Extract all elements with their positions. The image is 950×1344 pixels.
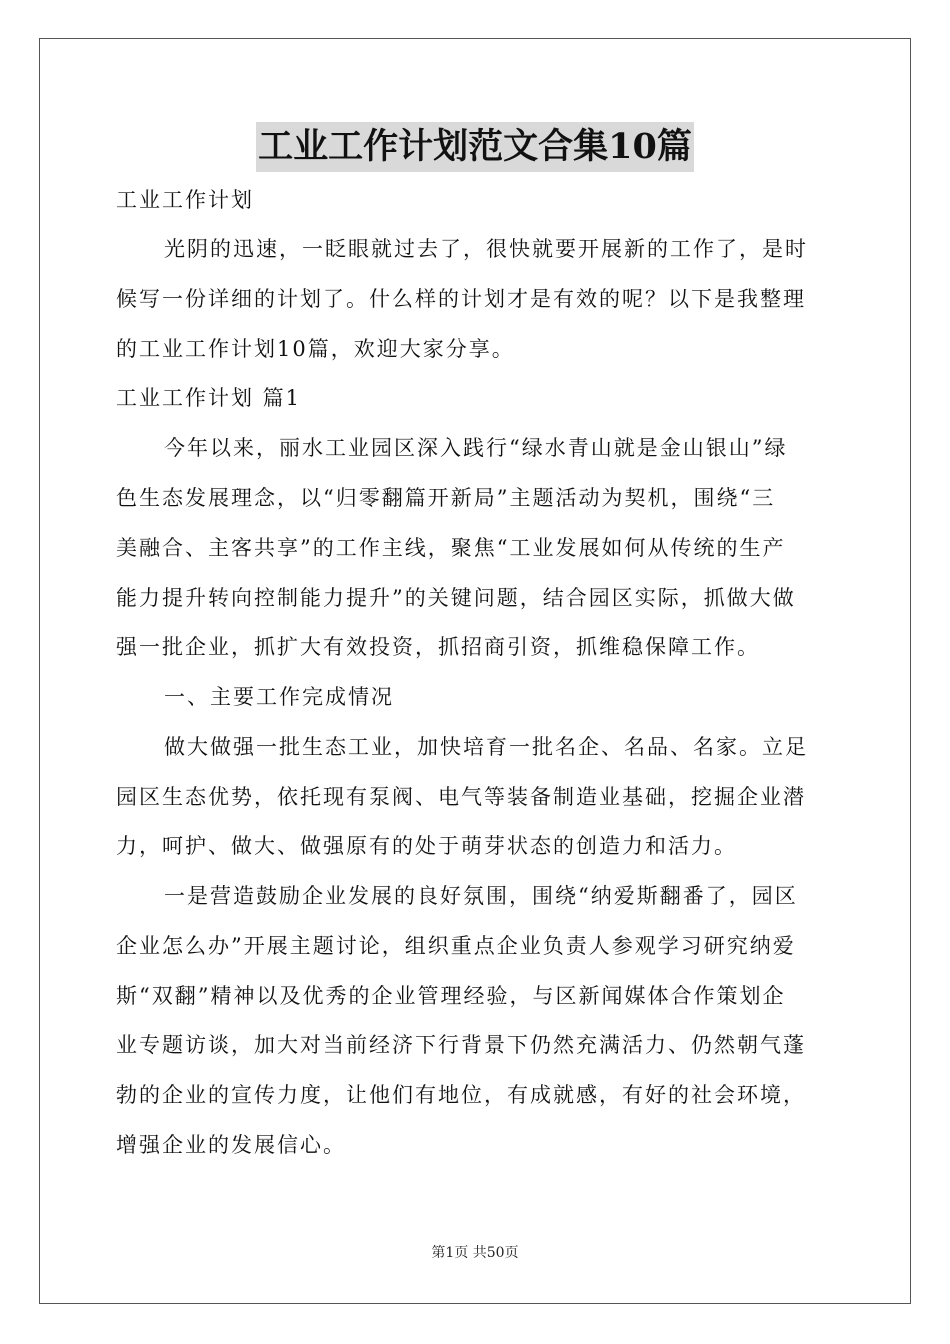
paragraph-line: 今年以来，丽水工业园区深入践行“绿水青山就是金山银山”绿 — [164, 436, 788, 460]
paragraph-line: 一是营造鼓励企业发展的良好氛围，围绕“纳爱斯翻番了，园区 — [164, 884, 798, 908]
document-title: 工业工作计划范文合集10篇 — [256, 122, 694, 172]
paragraph-line: 做大做强一批生态工业，加快培育一批名企、名品、名家。立足 — [164, 735, 808, 759]
paragraph-line: 强一批企业，抓扩大有效投资，抓招商引资，抓维稳保障工作。 — [116, 635, 760, 659]
paragraph-line: 力，呵护、做大、做强原有的处于萌芽状态的创造力和活力。 — [116, 834, 737, 858]
section-heading: 工业工作计划 — [116, 188, 254, 212]
paragraph-line: 企业怎么办”开展主题讨论，组织重点企业负责人参观学习研究纳爱 — [116, 934, 796, 958]
paragraph-line: 候写一份详细的计划了。什么样的计划才是有效的呢？以下是我整理 — [116, 287, 806, 311]
paragraph-line: 勃的企业的宣传力度，让他们有地位，有成就感，有好的社会环境， — [116, 1083, 806, 1107]
paragraph-line: 园区生态优势，依托现有泵阀、电气等装备制造业基础，挖掘企业潜 — [116, 785, 806, 809]
paragraph-line: 美融合、主客共享”的工作主线，聚焦“工业发展如何从传统的生产 — [116, 536, 786, 560]
paragraph-line: 业专题访谈，加大对当前经济下行背景下仍然充满活力、仍然朝气蓬 — [116, 1033, 806, 1057]
paragraph-line: 光阴的迅速，一眨眼就过去了，很快就要开展新的工作了，是时 — [164, 237, 808, 261]
page-footer: 第1页 共50页 — [431, 1245, 519, 1261]
paragraph-line: 增强企业的发展信心。 — [116, 1133, 346, 1157]
paragraph-line: 的工业工作计划10篇，欢迎大家分享。 — [116, 337, 515, 361]
section-heading: 工业工作计划 篇1 — [116, 386, 302, 410]
paragraph-line: 色生态发展理念，以“归零翻篇开新局”主题活动为契机，围绕“三 — [116, 486, 776, 510]
paragraph-line: 能力提升转向控制能力提升”的关键问题，结合园区实际，抓做大做 — [116, 586, 796, 610]
title-wrap — [116, 122, 834, 172]
paragraph-line: 斯“双翻”精神以及优秀的企业管理经验，与区新闻媒体合作策划企 — [116, 984, 786, 1008]
subsection-heading: 一、主要工作完成情况 — [164, 685, 394, 709]
page-border — [39, 38, 911, 1304]
